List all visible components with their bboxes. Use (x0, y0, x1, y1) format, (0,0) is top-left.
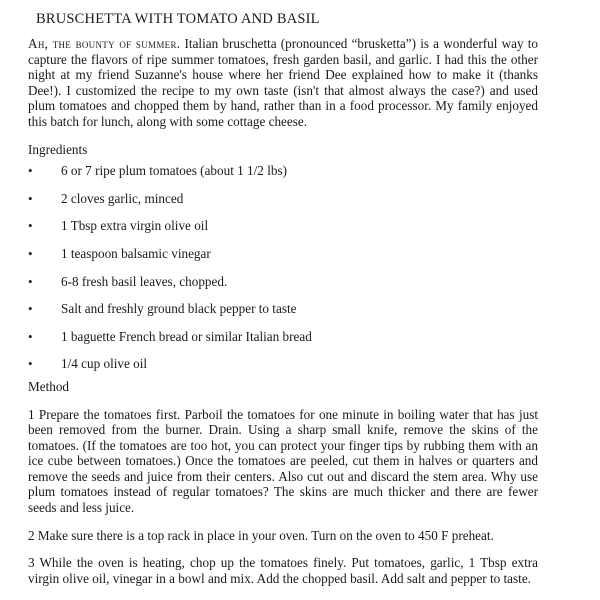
bullet-icon: • (28, 356, 33, 372)
method-step-2: 2 Make sure there is a top rack in place in your oven. Turn on the oven to 450 F preheat. (28, 527, 494, 543)
bullet-icon: • (28, 301, 33, 317)
list-item (28, 323, 538, 351)
bullet-icon: • (28, 245, 33, 261)
method-step-3: 3 While the oven is heating, chop up the tomatoes finely. Put tomatoes, garlic, 1 Tbsp extra virgin olive oil, vinegar in a bowl and mix. Add the chopped basil. Add salt and pepper to taste. (28, 555, 538, 586)
bullet-icon: • (28, 163, 33, 179)
bullet-icon: • (28, 328, 33, 344)
intro-lead: Ah, the bounty of summer. (28, 36, 181, 51)
ingredients-list (28, 157, 538, 378)
bullet-icon: • (28, 190, 33, 206)
intro-paragraph (28, 36, 538, 130)
list-item (28, 240, 538, 268)
method-step-1: 1 Prepare the tomatoes first. Parboil the tomatoes for one minute in boiling water that has just been removed from the burner. Drain. Using a sharp small knife, remove the skins of the tomatoes. (If the tomatoes are too hot, you can protect your finger tips by rubbing them with an ice cube between tomatoes.) Once the tomatoes are peeled, cut them in halves or quarters and remove the seeds and juice from their centers. Also cut out and discard the stem area. Why use plum tomatoes instead of regular tomatoes? The skins are much thicker and there are fewer seeds and less juice. (28, 406, 538, 516)
ingredient-text: 6 or 7 ripe plum tomatoes (about 1 1/2 lbs) (61, 163, 287, 179)
list-item (28, 350, 538, 378)
ingredient-text: Salt and freshly ground black pepper to taste (61, 301, 297, 317)
recipe-page (28, 8, 538, 586)
ingredient-text: 1 Tbsp extra virgin olive oil (61, 218, 209, 234)
bullet-icon: • (28, 273, 33, 289)
ingredients-heading: Ingredients (28, 141, 88, 157)
ingredient-text: 1/4 cup olive oil (61, 356, 148, 372)
ingredient-text: 1 baguette French bread or similar Italian bread (61, 328, 312, 344)
ingredient-text: 1 teaspoon balsamic vinegar (61, 245, 211, 261)
intro-text: Italian bruschetta (pronounced “brusketta”) is a wonderful way to capture the flavors of ripe summer tomatoes, fresh garden basil, and garlic. I had this the other night at my friend Suzanne's house where her friend Dee explained how to make it (thanks Dee!). I customized the recipe to my own taste (isn't that almost always the case?) and used plum tomatoes and chopped them by hand, rather than in a food processor. My family enjoyed this batch for lunch, along with some cottage cheese. (28, 36, 538, 129)
list-item (28, 268, 538, 296)
method-heading: Method (28, 378, 70, 394)
recipe-title: BRUSCHETTA WITH TOMATO AND BASIL (36, 11, 320, 27)
list-item (28, 185, 538, 213)
list-item (28, 157, 538, 185)
ingredient-text: 6-8 fresh basil leaves, chopped. (61, 273, 228, 289)
list-item (28, 295, 538, 323)
ingredient-text: 2 cloves garlic, minced (61, 190, 184, 206)
bullet-icon: • (28, 218, 33, 234)
list-item (28, 212, 538, 240)
